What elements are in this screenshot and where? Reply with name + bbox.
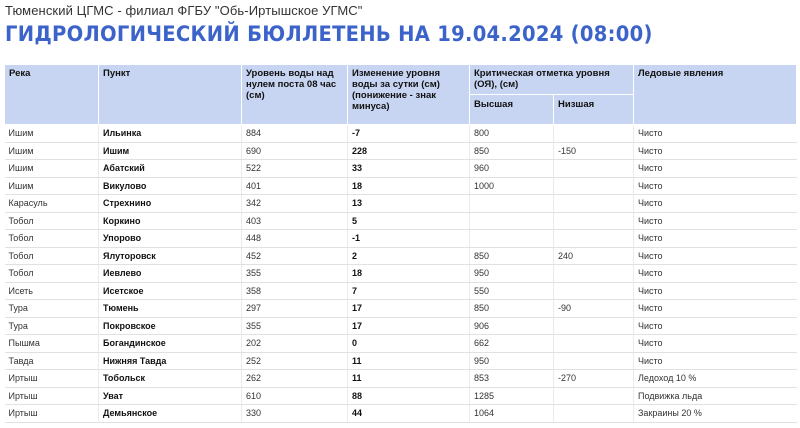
table-body [5,125,797,423]
cell-critical-low [554,177,634,195]
cell-critical-high: 550 [470,282,554,300]
cell-ice: Чисто [634,230,797,248]
cell-critical-high: 1064 [470,405,554,423]
table-row [5,370,797,388]
cell-critical-high: 1285 [470,387,554,405]
cell-ice: Закраины 20 % [634,405,797,423]
cell-river: Пышма [5,335,99,353]
cell-river: Тура [5,300,99,318]
cell-change: 13 [348,195,470,213]
cell-level: 448 [242,230,348,248]
cell-level: 252 [242,352,348,370]
cell-point: Тюмень [99,300,242,318]
cell-level: 690 [242,142,348,160]
cell-level: 297 [242,300,348,318]
cell-level: 522 [242,160,348,178]
header-water-level: Уровень воды над нулем поста 08 час (см) [242,65,348,125]
cell-critical-low: -90 [554,300,634,318]
cell-critical-high: 906 [470,317,554,335]
cell-critical-high: 950 [470,352,554,370]
cell-change: 11 [348,352,470,370]
table-row [5,230,797,248]
cell-change: 88 [348,387,470,405]
cell-point: Нижняя Тавда [99,352,242,370]
cell-level: 355 [242,265,348,283]
cell-critical-low: -150 [554,142,634,160]
cell-river: Ишим [5,125,99,143]
cell-critical-high: 960 [470,160,554,178]
cell-critical-low [554,335,634,353]
cell-point: Стрехнино [99,195,242,213]
cell-river: Тобол [5,247,99,265]
cell-change: -7 [348,125,470,143]
cell-level: 884 [242,125,348,143]
cell-point: Абатский [99,160,242,178]
cell-point: Покровское [99,317,242,335]
cell-critical-high: 850 [470,300,554,318]
cell-critical-low: -270 [554,370,634,388]
cell-point: Богандинское [99,335,242,353]
cell-point: Демьянское [99,405,242,423]
cell-level: 342 [242,195,348,213]
cell-point: Иевлево [99,265,242,283]
header-critical-high: Высшая [470,95,554,125]
cell-point: Исетское [99,282,242,300]
cell-river: Ишим [5,177,99,195]
cell-critical-low [554,230,634,248]
cell-ice: Чисто [634,212,797,230]
cell-level: 355 [242,317,348,335]
cell-point: Коркино [99,212,242,230]
cell-critical-low: 240 [554,247,634,265]
cell-level: 358 [242,282,348,300]
cell-critical-high: 800 [470,125,554,143]
table-row [5,352,797,370]
cell-river: Иртыш [5,405,99,423]
cell-level: 401 [242,177,348,195]
cell-ice: Чисто [634,125,797,143]
cell-change: 228 [348,142,470,160]
cell-level: 452 [242,247,348,265]
cell-ice: Чисто [634,317,797,335]
cell-critical-low [554,352,634,370]
table-row [5,387,797,405]
cell-ice: Чисто [634,300,797,318]
cell-critical-high [470,212,554,230]
header-river: Река [5,65,99,125]
bulletin-title: ГИДРОЛОГИЧЕСКИЙ БЮЛЛЕТЕНЬ НА 19.04.2024 (08:00) [5,22,653,46]
cell-ice: Чисто [634,352,797,370]
table-row [5,142,797,160]
cell-river: Иртыш [5,370,99,388]
cell-change: 7 [348,282,470,300]
header-ice: Ледовые явления [634,65,797,125]
cell-river: Исеть [5,282,99,300]
cell-critical-high: 1000 [470,177,554,195]
header-point: Пункт [99,65,242,125]
cell-point: Упорово [99,230,242,248]
cell-level: 610 [242,387,348,405]
cell-critical-low [554,317,634,335]
cell-river: Тура [5,317,99,335]
cell-ice: Чисто [634,282,797,300]
cell-river: Ишим [5,142,99,160]
cell-river: Тобол [5,265,99,283]
cell-change: 17 [348,317,470,335]
cell-river: Тобол [5,212,99,230]
cell-ice: Чисто [634,177,797,195]
cell-critical-low [554,125,634,143]
table-row [5,195,797,213]
cell-ice: Чисто [634,142,797,160]
cell-critical-high: 850 [470,142,554,160]
cell-change: 33 [348,160,470,178]
cell-change: 5 [348,212,470,230]
cell-point: Уват [99,387,242,405]
cell-change: 44 [348,405,470,423]
cell-point: Ильинка [99,125,242,143]
cell-level: 202 [242,335,348,353]
cell-level: 403 [242,212,348,230]
cell-river: Тавда [5,352,99,370]
cell-level: 330 [242,405,348,423]
cell-critical-low [554,265,634,283]
table-row [5,335,797,353]
table-row [5,317,797,335]
cell-ice: Чисто [634,265,797,283]
table-row [5,177,797,195]
cell-ice: Подвижка льда [634,387,797,405]
cell-point: Ялуторовск [99,247,242,265]
cell-change: -1 [348,230,470,248]
hydrology-table [4,64,797,423]
table-row [5,160,797,178]
cell-change: 0 [348,335,470,353]
cell-river: Карасуль [5,195,99,213]
cell-ice: Чисто [634,195,797,213]
cell-change: 11 [348,370,470,388]
cell-critical-high [470,230,554,248]
cell-critical-high [470,195,554,213]
organization-name: Тюменский ЦГМС - филиал ФГБУ "Обь-Иртышское УГМС" [5,3,363,18]
cell-change: 18 [348,177,470,195]
cell-critical-high: 950 [470,265,554,283]
table-row [5,300,797,318]
cell-river: Иртыш [5,387,99,405]
table-row [5,405,797,423]
cell-critical-high: 850 [470,247,554,265]
cell-point: Ишим [99,142,242,160]
cell-critical-low [554,160,634,178]
cell-critical-low [554,282,634,300]
table-row [5,212,797,230]
table-row [5,247,797,265]
cell-river: Ишим [5,160,99,178]
table-row [5,265,797,283]
cell-ice: Чисто [634,247,797,265]
cell-change: 18 [348,265,470,283]
cell-critical-low [554,405,634,423]
cell-ice: Чисто [634,160,797,178]
cell-critical-high: 662 [470,335,554,353]
table-row [5,125,797,143]
cell-critical-high: 853 [470,370,554,388]
cell-critical-low [554,212,634,230]
cell-point: Викулово [99,177,242,195]
cell-point: Тобольск [99,370,242,388]
cell-change: 2 [348,247,470,265]
header-critical-low: Низшая [554,95,634,125]
header-level-change: Изменение уровня воды за сутки (см) (понижение - знак минуса) [348,65,470,125]
cell-ice: Ледоход 10 % [634,370,797,388]
cell-level: 262 [242,370,348,388]
cell-critical-low [554,195,634,213]
cell-ice: Чисто [634,335,797,353]
cell-critical-low [554,387,634,405]
cell-change: 17 [348,300,470,318]
table-row [5,282,797,300]
cell-river: Тобол [5,230,99,248]
header-critical-mark: Критическая отметка уровня (ОЯ), (см) [470,65,634,95]
